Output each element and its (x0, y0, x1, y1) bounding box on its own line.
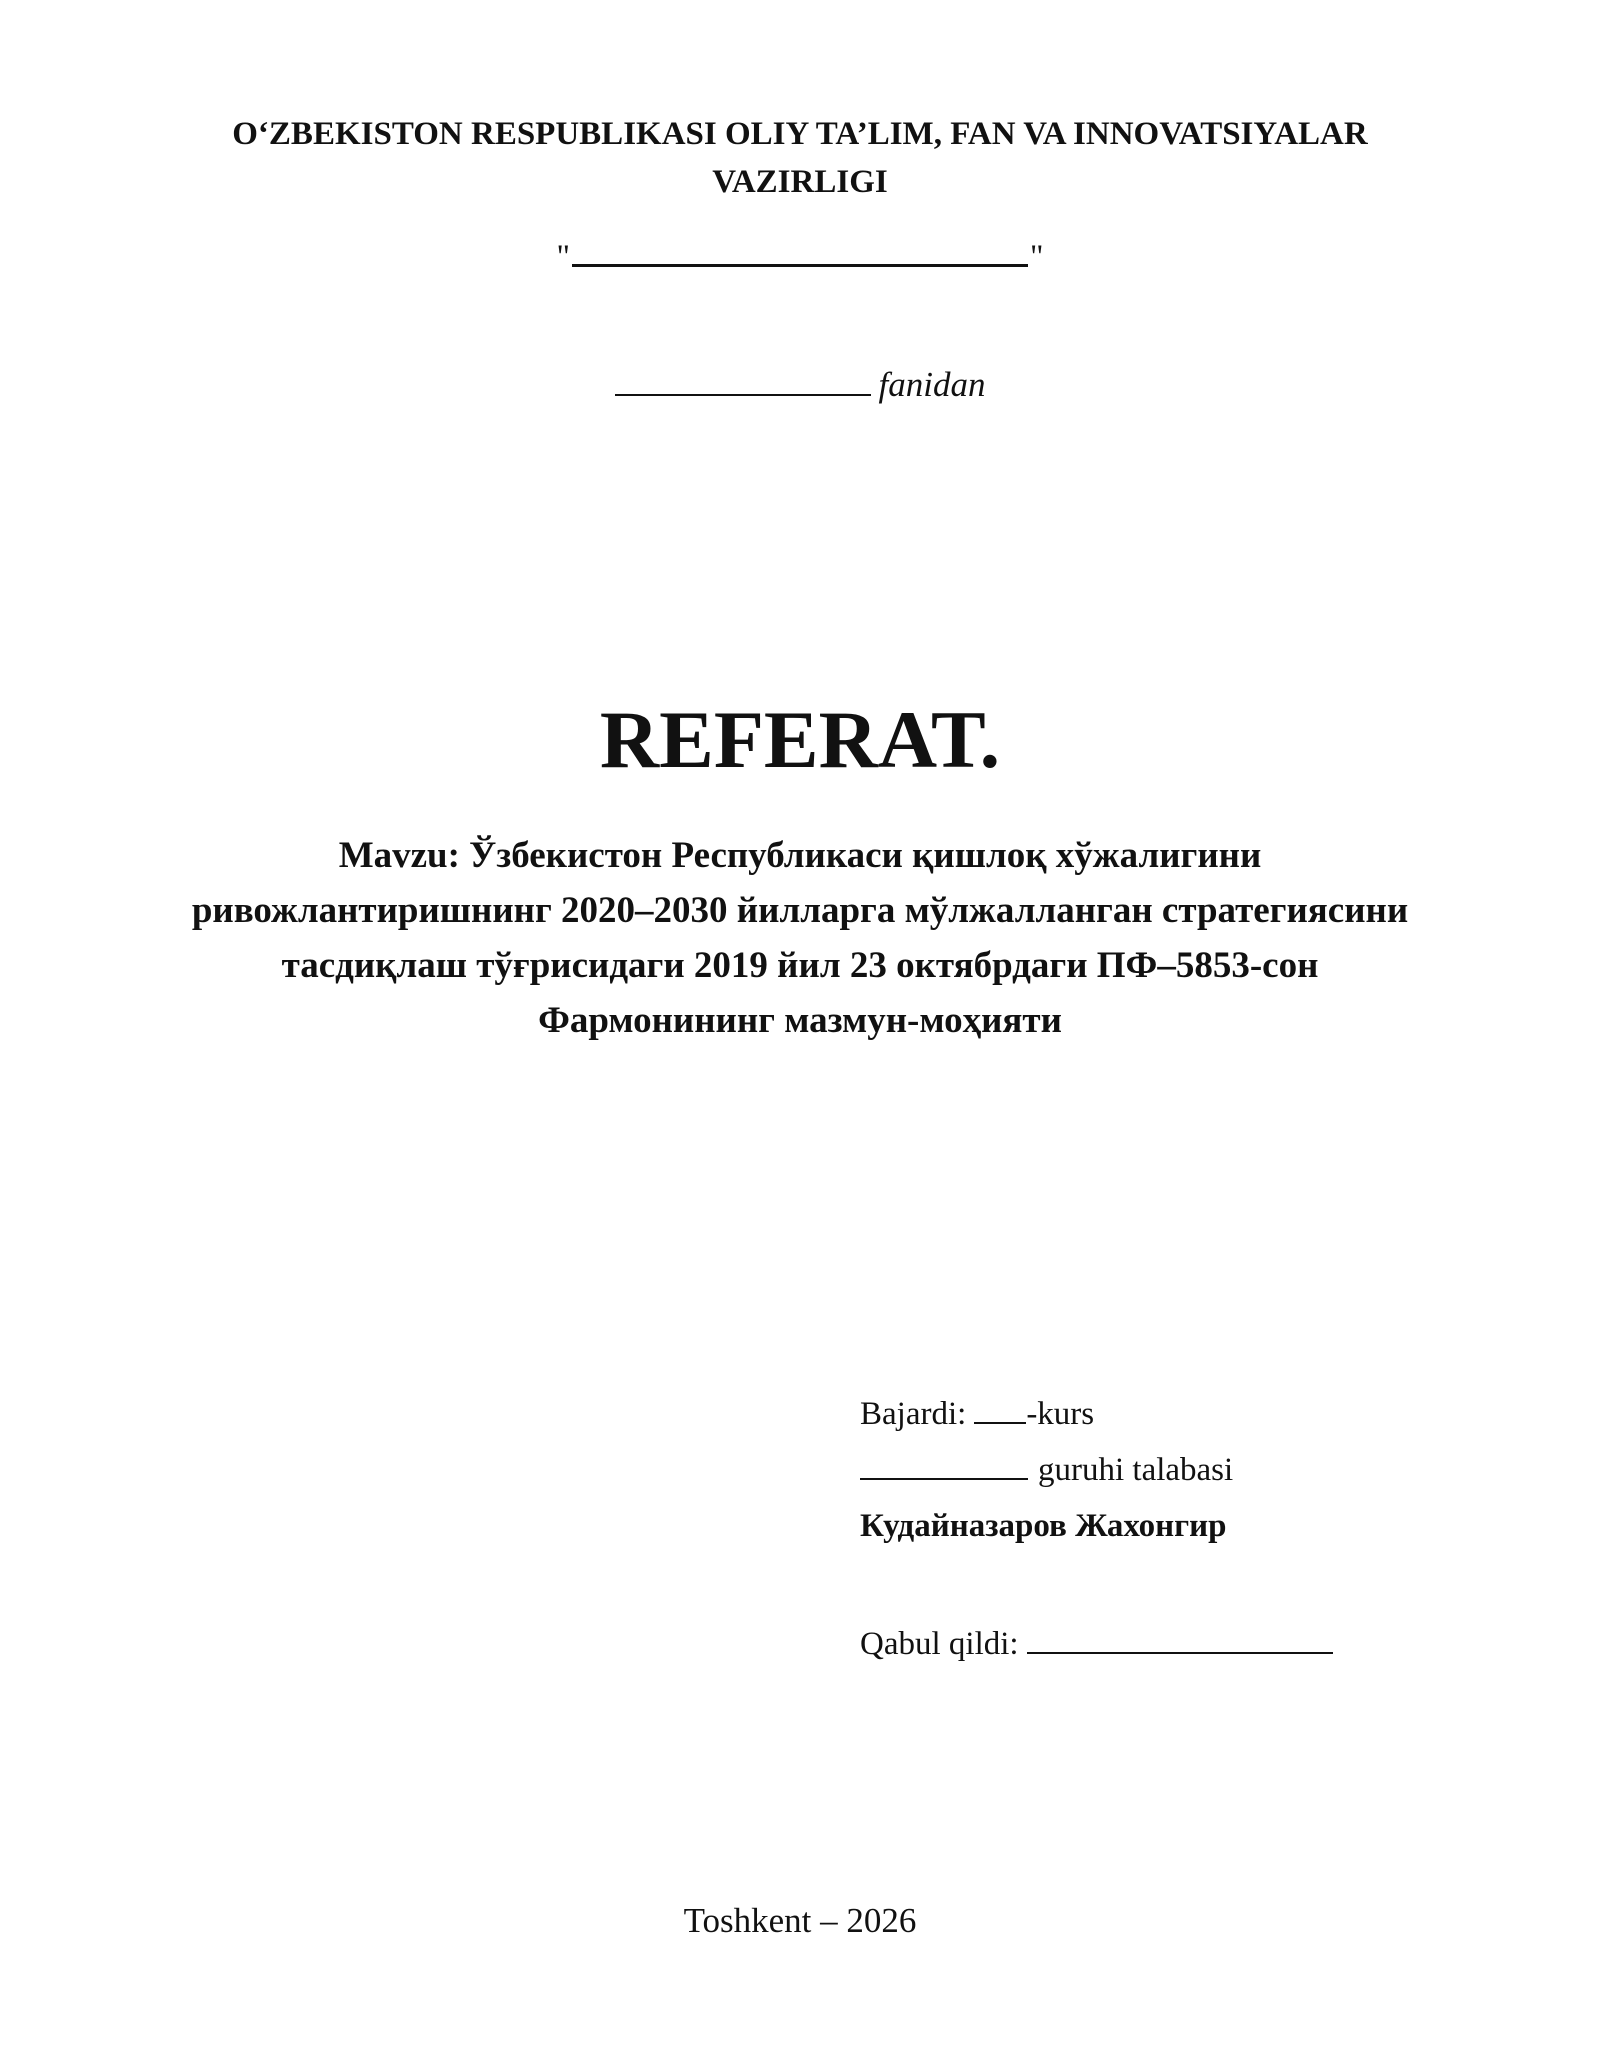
topic-line-1: Mavzu: Ўзбекистон Республикаси қишлоқ хўжалигини (338, 835, 1262, 876)
student-name: Кудайназаров Жахонгир (860, 1508, 1227, 1544)
university-name-field (0, 228, 1600, 281)
document-title: REFERAT. (599, 694, 1001, 785)
topic-line-4: Фармонининг мазмун-моҳияти (538, 1000, 1062, 1041)
subject-field (0, 360, 1600, 409)
accepted-label: Qabul qildi: (860, 1626, 1019, 1662)
subject-blank (615, 360, 871, 396)
topic-block (0, 828, 1600, 1048)
course-line (860, 1390, 1094, 1438)
accepted-line (860, 1620, 1333, 1668)
subject-label: fanidan (878, 365, 986, 404)
accepted-by-blank (1027, 1622, 1333, 1654)
group-line (860, 1446, 1233, 1494)
topic-line-3: тасдиқлаш тўғрисидаги 2019 йил 23 октябрдаги ПФ–5853-сон (281, 945, 1319, 986)
city-year: Toshkent – 2026 (683, 1901, 917, 1940)
course-number-blank (974, 1392, 1026, 1424)
university-name-blank (572, 228, 1028, 267)
topic-line-2: ривожлантиришнинг 2020–2030 йилларга мўлжалланган стратегиясини (191, 890, 1409, 931)
quote-open: " (556, 239, 570, 275)
ministry-header (0, 110, 1600, 206)
course-suffix: -kurs (1026, 1396, 1095, 1432)
quote-close: " (1030, 239, 1044, 275)
group-suffix: guruhi talabasi (1038, 1452, 1234, 1488)
group-number-blank (860, 1448, 1028, 1480)
ministry-line-2: VAZIRLIGI (712, 164, 888, 200)
ministry-line-1: O‘ZBEKISTON RESPUBLIKASI OLIY TA’LIM, FAN VA INNOVATSIYALAR (232, 116, 1368, 152)
course-prefix: Bajardi: (860, 1396, 967, 1432)
